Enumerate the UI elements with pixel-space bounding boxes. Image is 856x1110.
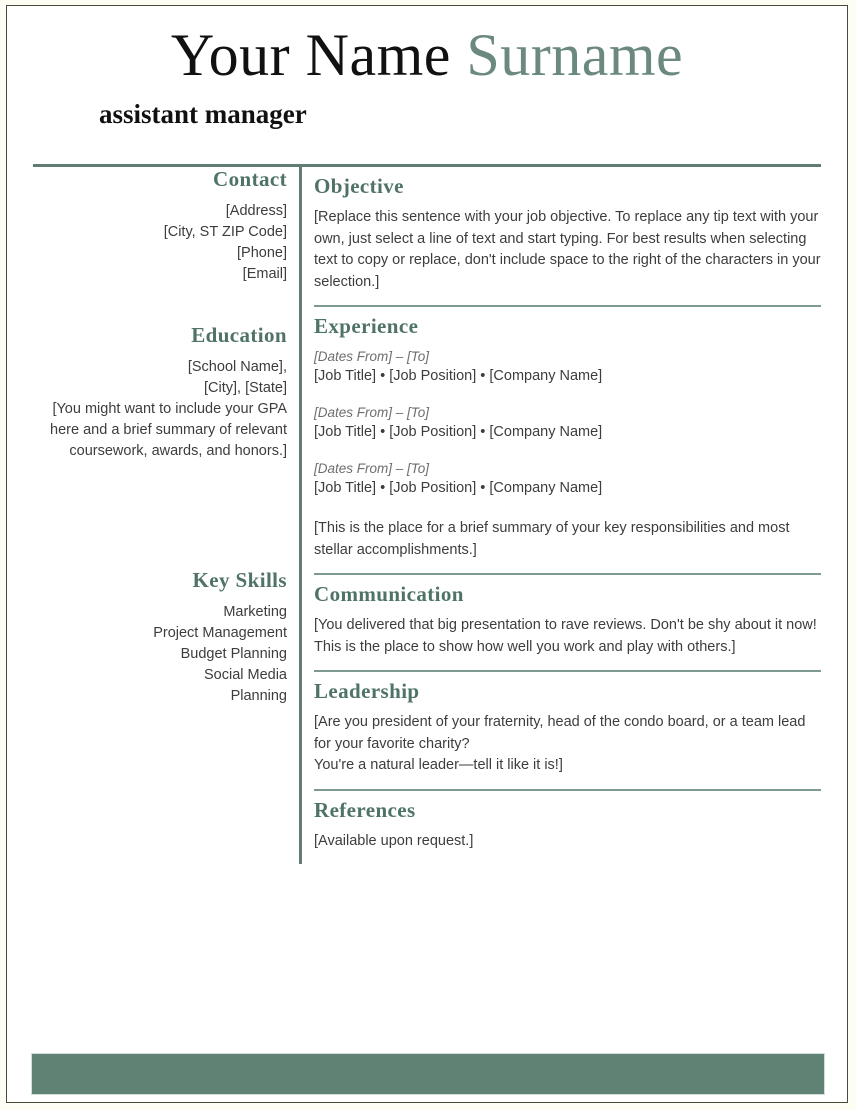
resume-body — [33, 167, 821, 864]
first-name: Your Name — [170, 22, 467, 88]
experience-summary: [This is the place for a brief summary of your key responsibilities and most stellar accomplishments.] — [314, 520, 790, 558]
education-school: [School Name], — [187, 359, 287, 375]
experience-dates: [Dates From] – [To] — [314, 349, 430, 364]
job-subtitle: assistant manager — [99, 99, 307, 129]
leadership-heading: Leadership — [314, 679, 420, 703]
leadership-line-1: [Are you president of your fraternity, head of the condo board, or a team lead for your favorite charity? — [314, 714, 806, 752]
full-name — [7, 24, 847, 87]
contact-address: [Address] — [225, 203, 287, 219]
communication-heading: Communication — [314, 582, 464, 606]
education-details: [You might want to include your GPA here and a brief summary of relevant coursework, awards, and honors.] — [50, 401, 287, 459]
left-spacer-skills — [33, 464, 287, 568]
resume-page — [6, 5, 848, 1103]
contact-city-zip: [City, ST ZIP Code] — [163, 224, 287, 240]
experience-title: [Job Title] • [Job Position] • [Company Name] — [314, 368, 603, 384]
key-skills-list — [33, 602, 287, 707]
experience-title: [Job Title] • [Job Position] • [Company Name] — [314, 480, 603, 496]
references-body: [Available upon request.] — [314, 832, 474, 849]
education-block — [33, 323, 287, 462]
right-column — [302, 167, 821, 864]
skill-item: Social Media — [203, 667, 287, 683]
references-heading: References — [314, 797, 416, 822]
contact-block — [33, 167, 287, 285]
skill-item: Budget Planning — [180, 646, 287, 662]
experience-title: [Job Title] • [Job Position] • [Company Name] — [314, 424, 603, 440]
education-heading: Education — [191, 323, 287, 347]
experience-section — [314, 305, 821, 573]
objective-heading: Objective — [314, 174, 404, 198]
left-column — [33, 167, 299, 864]
skill-item: Planning — [230, 688, 287, 704]
communication-line-2: This is the place to show how well you work and play with others.] — [314, 638, 736, 655]
references-section — [314, 789, 821, 865]
education-lines — [33, 357, 287, 462]
objective-body: [Replace this sentence with your job objective. To replace any tip text with your own, just select a line of text and start typing. For best results when selecting text to copy or replace, don't include space to the right of the characters in your selection.] — [314, 209, 821, 290]
communication-section — [314, 573, 821, 670]
leadership-section — [314, 670, 821, 789]
experience-entry — [314, 459, 821, 498]
footer-bar — [31, 1053, 825, 1095]
objective-section — [314, 167, 821, 305]
key-skills-heading: Key Skills — [192, 568, 287, 592]
contact-heading: Contact — [213, 167, 287, 191]
experience-dates: [Dates From] – [To] — [314, 461, 430, 476]
left-spacer-education — [33, 287, 287, 323]
contact-phone: [Phone] — [237, 245, 287, 261]
experience-heading: Experience — [314, 314, 419, 338]
resume-header — [7, 6, 847, 130]
communication-line-1: [You delivered that big presentation to rave reviews. Don't be shy about it now! — [314, 617, 817, 633]
experience-entry — [314, 347, 821, 386]
experience-dates: [Dates From] – [To] — [314, 405, 430, 420]
skill-item: Marketing — [223, 604, 287, 620]
skill-item: Project Management — [153, 625, 287, 641]
leadership-line-2: You're a natural leader—tell it like it is!] — [314, 757, 563, 773]
experience-entry — [314, 403, 821, 442]
contact-email: [Email] — [242, 266, 287, 282]
education-location: [City], [State] — [204, 380, 287, 396]
key-skills-block — [33, 568, 287, 707]
contact-lines — [33, 201, 287, 285]
last-name: Surname — [466, 22, 684, 88]
